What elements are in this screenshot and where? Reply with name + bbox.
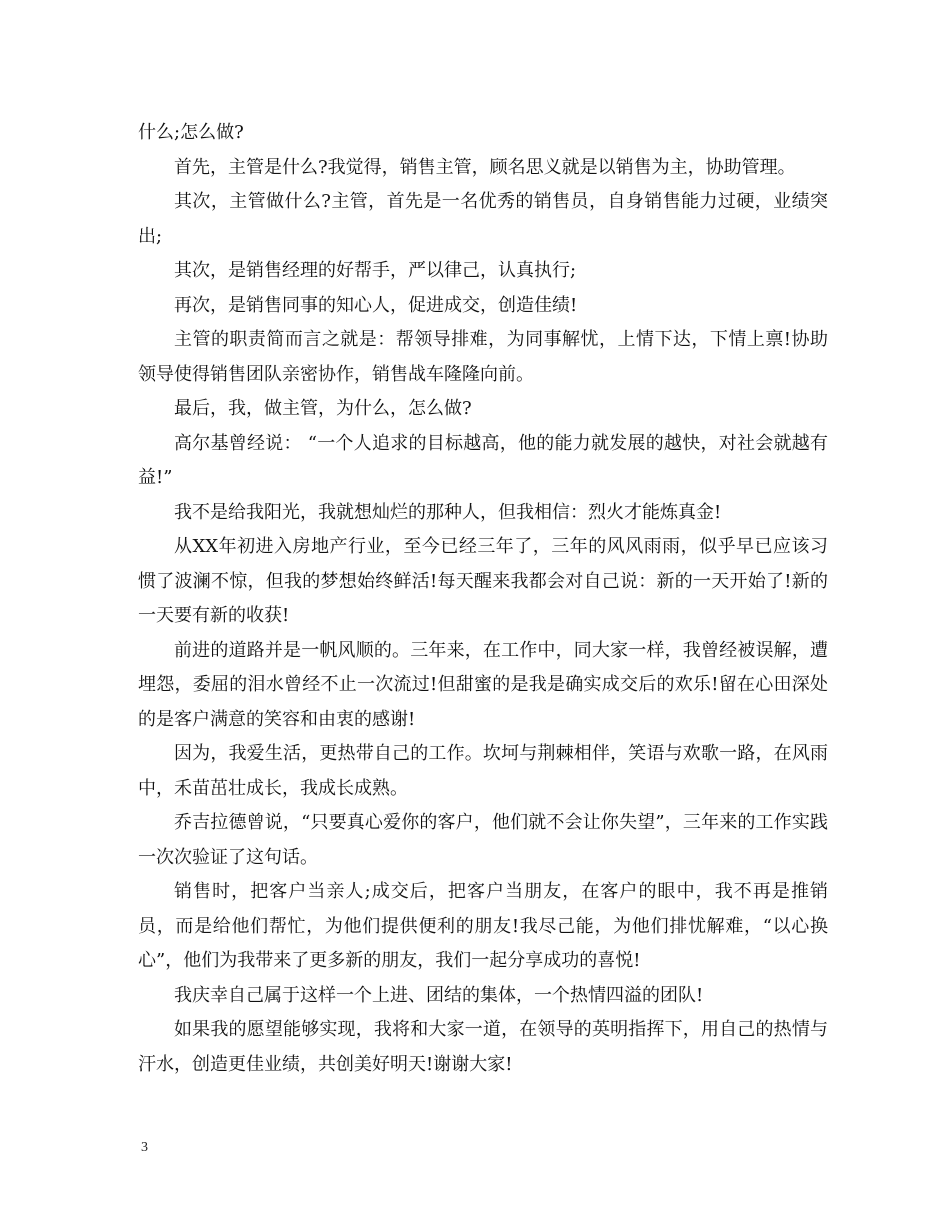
paragraph-3: 其次，主管做什么?主管，首先是一名优秀的销售员，自身销售能力过硬，业绩突出; (138, 191, 828, 247)
paragraph-16: 如果我的愿望能够实现，我将和大家一道，在领导的英明指挥下，用自己的热情与汗水，创造更佳业绩，共创美好明天!谢谢大家! (138, 1019, 828, 1075)
document-body (138, 116, 828, 1082)
page-number: 3 (141, 1140, 148, 1155)
paragraph-9: 我不是给我阳光，我就想灿烂的那种人，但我相信：烈火才能炼真金! (174, 501, 722, 523)
paragraph-12: 因为，我爱生活，更热带自己的工作。坎坷与荆棘相伴，笑语与欢歌一路，在风雨中，禾苗茁壮成长，我成长成熟。 (138, 743, 828, 799)
paragraph-2: 首先，主管是什么?我觉得，销售主管，顾名思义就是以销售为主，协助管理。 (174, 156, 796, 178)
paragraph-13: 乔吉拉德曾说，“只要真心爱你的客户，他们就不会让你失望”，三年来的工作实践一次次验证了这句话。 (138, 812, 828, 868)
paragraph-7: 最后，我，做主管，为什么，怎么做? (174, 398, 472, 419)
paragraph-10: 从XX年初进入房地产行业，至今已经三年了，三年的风风雨雨，似乎早已应该习惯了波澜不惊，但我的梦想始终鲜活!每天醒来我都会对自己说：新的一天开始了!新的一天要有新的收获! (138, 536, 828, 626)
paragraph-5: 再次，是销售同事的知心人，促进成交，创造佳绩! (174, 294, 578, 316)
paragraph-14: 销售时，把客户当亲人;成交后，把客户当朋友，在客户的眼中，我不再是推销员，而是给他们帮忙，为他们提供便利的朋友!我尽己能，为他们排忧解难，“以心换心”，他们为我带来了更多新的朋友，我们一起分享成功的喜悦! (138, 881, 828, 971)
paragraph-11: 前进的道路并是一帆风顺的。三年来，在工作中，同大家一样，我曾经被误解，遭埋怨，委屈的泪水曾经不止一次流过!但甜蜜的是我是确实成交后的欢乐!留在心田深处的是客户满意的笑容和由衷的感谢! (138, 639, 828, 730)
paragraph-6: 主管的职责简而言之就是：帮领导排难，为同事解忧，上情下达，下情上禀!协助领导使得销售团队亲密协作，销售战车隆隆向前。 (138, 329, 828, 385)
paragraph-8: 高尔基曾经说： “一个人追求的目标越高，他的能力就发展的越快，对社会就越有益!” (138, 432, 828, 488)
paragraph-15: 我庆幸自己属于这样一个上进、团结的集体，一个热情四溢的团队! (174, 984, 704, 1006)
paragraph-4: 其次，是销售经理的好帮手，严以律己，认真执行; (174, 260, 577, 281)
paragraph-1: 什么;怎么做? (138, 122, 244, 143)
